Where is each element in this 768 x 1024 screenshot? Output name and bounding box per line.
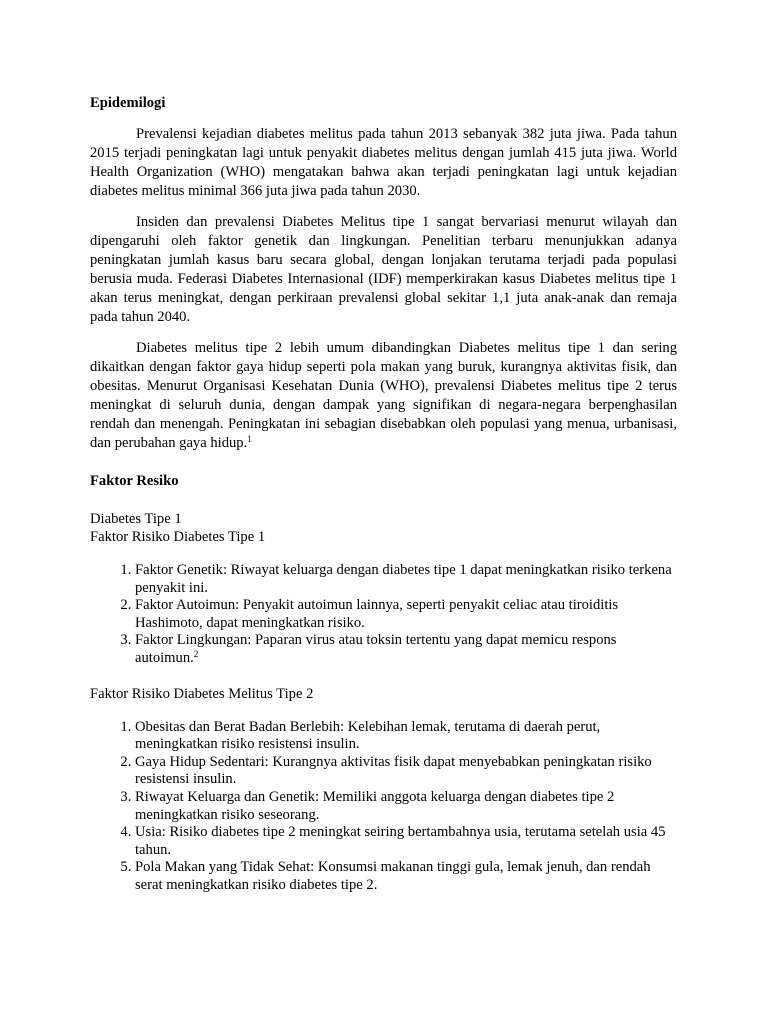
list-item: 3. Riwayat Keluarga dan Genetik: Memiliki anggota keluarga dengan diabetes tipe 2 meningkatkan risiko seseorang. [135,789,677,824]
list-item: 1. Obesitas dan Berat Badan Berlebih: Kelebihan lemak, terutama di daerah perut, meningkatkan risiko resistensi insulin. [135,719,677,754]
paragraph-diabetes-tipe-1: Insiden dan prevalensi Diabetes Melitus tipe 1 sangat bervariasi menurut wilayah dan dipengaruhi oleh faktor genetik dan lingkungan. Penelitian terbaru menunjukkan adanya peningkatan jumlah kasus baru secara global, dengan lonjakan terutama terjadi pada populasi berusia muda. Federasi Diabetes Internasional (IDF) memperkirakan kasus Diabetes melitus tipe 1 akan terus meningkat, dengan perkiraan prevalensi global sekitar 1,1 juta anak-anak dan remaja pada tahun 2040. [90,214,677,325]
paragraph-diabetes-tipe-2 [90,339,677,453]
list-item-text: Faktor Lingkungan: Paparan virus atau toksin tertentu yang dapat memicu respons autoimun. [135,632,617,666]
footnote-ref-2: 2 [193,648,199,659]
heading-faktor-resiko: Faktor Resiko [90,473,179,489]
paragraph-prevalensi: Prevalensi kejadian diabetes melitus pada tahun 2013 sebanyak 382 juta jiwa. Pada tahun 2015 terjadi peningkatan lagi untuk penyakit diabetes melitus dengan jumlah 415 juta jiwa. World Health Organization (WHO) mengatakan bahwa akan terjadi peningkatan lagi untuk kejadian diabetes melitus minimal 366 juta jiwa pada tahun 2030. [90,126,677,199]
list-item: 1. Faktor Genetik: Riwayat keluarga dengan diabetes tipe 1 dapat meningkatkan risiko terkena penyakit ini. [135,562,677,597]
paragraph-diabetes-tipe-2-text: Diabetes melitus tipe 2 lebih umum dibandingkan Diabetes melitus tipe 1 dan sering dikaitkan dengan faktor gaya hidup seperti pola makan yang buruk, kurangnya aktivitas fisik, dan obesitas. Menurut Organisasi Kesehatan Dunia (WHO), prevalensi Diabetes melitus tipe 2 terus meningkat di seluruh dunia, dengan dampak yang signifikan di negara-negara berpenghasilan rendah dan menengah. Peningkatan ini sebagian disebabkan oleh populasi yang menua, urbanisasi, dan perubahan gaya hidup. [90,340,677,451]
list-item: 5. Pola Makan yang Tidak Sehat: Konsumsi makanan tinggi gula, lemak jenuh, dan rendah serat meningkatkan risiko diabetes tipe 2. [135,859,677,894]
list-item: 2. Faktor Autoimun: Penyakit autoimun lainnya, seperti penyakit celiac atau tiroiditis Hashimoto, dapat meningkatkan risiko. [135,597,677,632]
list-faktor-risiko-tipe-1 [90,562,677,668]
list-faktor-risiko-tipe-2 [90,719,677,895]
subheading-faktor-risiko-tipe-2: Faktor Risiko Diabetes Melitus Tipe 2 [90,685,314,702]
list-item: 2. Gaya Hidup Sedentari: Kurangnya aktivitas fisik dapat menyebabkan peningkatan risiko resistensi insulin. [135,754,677,789]
label-diabetes-tipe-1: Diabetes Tipe 1 [90,511,182,527]
heading-epidemiologi: Epidemilogi [90,95,166,111]
list-item: 4. Usia: Risiko diabetes tipe 2 meningkat seiring bertambahnya usia, terutama setelah usia 45 tahun. [135,824,677,859]
subheading-faktor-risiko-tipe-1: Faktor Risiko Diabetes Tipe 1 [90,529,266,545]
document-page [90,94,677,912]
footnote-ref-1: 1 [247,434,252,444]
list-item [135,632,677,667]
